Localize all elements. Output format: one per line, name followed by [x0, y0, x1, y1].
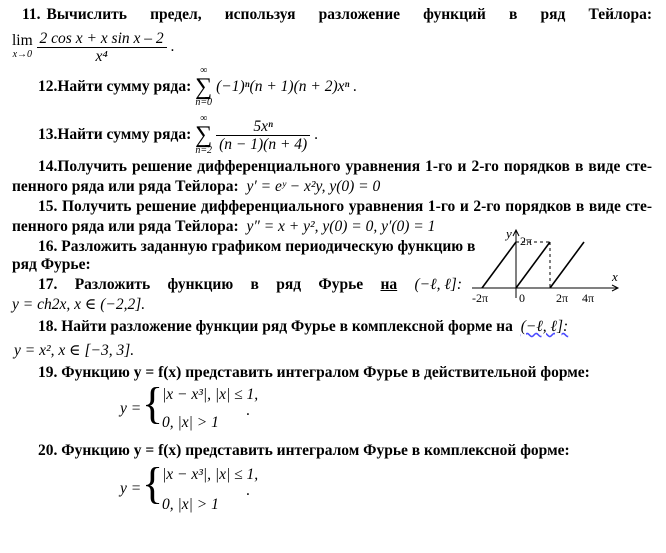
graph-tick-label: 0	[519, 291, 525, 304]
limit-subscript: x→0	[12, 48, 33, 60]
problem-18-text: 18. Найти разложение функции ряд Фурье в комплексной форме на	[38, 318, 513, 335]
problem-15-text: пенного ряда или ряда Тейлора:	[12, 218, 239, 235]
problem-18-line-1	[38, 318, 568, 336]
sum-upper: ∞	[200, 65, 208, 76]
formula-period: .	[314, 126, 318, 143]
problem-19-line-1: 19. Функцию y = f(x) представить интегралом Фурье в действительной форме:	[38, 364, 590, 381]
sum-lower: n=0	[195, 97, 213, 108]
problem-18-interval: (−ℓ, ℓ]:	[520, 318, 569, 335]
problem-18-line-2: y = x², x ∈ [−3, 3].	[14, 342, 135, 359]
formula-period: .	[246, 402, 250, 419]
problem-17-word: Разложить	[74, 276, 151, 293]
graph-y-label: y	[506, 226, 512, 241]
sawtooth-segment	[550, 242, 584, 288]
sawtooth-segment	[482, 242, 516, 288]
problem-12-label: 12.Найти сумму ряда:	[38, 78, 192, 95]
problem-15-line-1: 15. Получить решение дифференциального уравнения 1-го и 2-го порядков в виде сте-	[38, 198, 652, 215]
graph-x-label: x	[612, 269, 618, 284]
problem-17-word: на	[380, 276, 398, 293]
problem-14-line-2	[12, 178, 380, 196]
graph-tick-label: -2π	[472, 291, 489, 304]
problem-20-case-1: |x − x³|, |x| ≤ 1,	[162, 466, 259, 483]
problem-20-y-eq: y =	[120, 480, 142, 497]
periodic-function-graph	[470, 226, 630, 304]
formula-period: .	[170, 38, 175, 56]
problem-20-case-2: 0, |x| > 1	[162, 496, 219, 513]
problem-20-line-1: 20. Функцию y = f(x) представить интегралом Фурье в комплексной форме:	[38, 442, 570, 459]
problem-17-word: функцию	[167, 276, 234, 293]
problem-15-line-2	[12, 218, 435, 236]
problem-15-equation: y″ = x + y², y(0) = 0, y′(0) = 1	[246, 218, 436, 235]
sum-symbol: ∞ ∑ n=2	[195, 113, 213, 156]
fraction-denominator: (n − 1)(n + 4)	[219, 135, 308, 153]
problem-17-interval: (−ℓ, ℓ]:	[414, 276, 462, 293]
problem-17-word: в	[250, 276, 259, 293]
problem-17-line-2: y = ch2x, x ∈ (−2,2].	[12, 296, 146, 313]
problem-19-case-1: |x − x³|, |x| ≤ 1,	[162, 386, 259, 403]
sum-upper: ∞	[200, 113, 208, 124]
problem-11-fraction	[37, 30, 167, 65]
problem-17-word: 17.	[38, 276, 58, 293]
graph-top-label: 2π	[520, 234, 533, 248]
problem-16-line-2: ряд Фурье:	[12, 256, 91, 273]
left-brace: {	[142, 459, 164, 508]
fraction-denominator: x⁴	[95, 48, 108, 65]
sum-lower: n=2	[195, 145, 213, 156]
problem-17-word: Фурье	[318, 276, 364, 293]
sum-symbol: ∞ ∑ n=0	[195, 65, 213, 108]
graph-tick-label: 2π	[556, 291, 569, 304]
problem-11-text: Вычислить предел, используя разложение функций в ряд Тейлора:	[46, 6, 652, 23]
problem-11-number: 11.	[22, 6, 41, 23]
problem-17-word: ряд	[276, 276, 302, 293]
fraction-numerator: 2 cos x + x sin x – 2	[37, 30, 167, 48]
problem-11-formula	[12, 30, 174, 65]
problem-16-line-1: 16. Разложить заданную графиком периодическую функцию в	[38, 238, 476, 255]
problem-17-line-1	[38, 276, 462, 294]
left-brace: {	[142, 379, 164, 428]
problem-19-case-2: 0, |x| > 1	[162, 414, 219, 431]
problem-11-statement	[22, 6, 652, 24]
problem-12-expression: (−1)ⁿ(n + 1)(n + 2)xⁿ .	[216, 78, 358, 95]
limit-symbol: lim	[12, 31, 33, 49]
problem-13-label: 13.Найти сумму ряда:	[38, 126, 192, 143]
formula-period: .	[246, 482, 250, 499]
problem-12	[38, 66, 357, 108]
graph-tick-label: 4π	[582, 291, 595, 304]
problem-14-text: пенного ряда или ряда Тейлора:	[12, 178, 239, 195]
problem-19-y-eq: y =	[120, 400, 142, 417]
problem-14-equation: y′ = eʸ − x²y, y(0) = 0	[246, 178, 381, 195]
problem-13-fraction	[216, 118, 310, 153]
sawtooth-segment	[516, 242, 550, 288]
fraction-numerator: 5xⁿ	[216, 118, 310, 136]
problem-13	[38, 114, 318, 156]
problem-14-line-1: 14.Получить решение дифференциального уравнения 1-го и 2-го порядков в виде сте-	[38, 158, 652, 175]
